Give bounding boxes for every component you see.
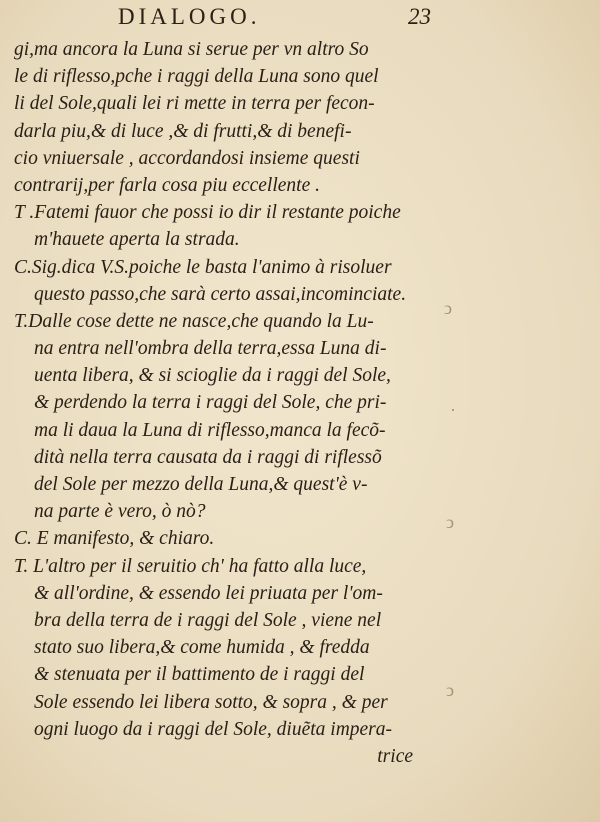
text-line: Sole essendo lei libera sotto, & sopra , & per: [34, 691, 388, 713]
text-line: bra della terra de i raggi del Sole , viene nel: [34, 609, 382, 631]
speaker-line: C. E manifesto, & chiaro.: [14, 528, 215, 550]
text-line: uenta libera, & si scioglie da i raggi del Sole,: [34, 365, 391, 387]
bleed-through-mark: ↄ: [446, 680, 454, 700]
text-line: na parte è vero, ò nò?: [34, 501, 206, 523]
speaker-line: T.Dalle cose dette ne nasce,che quando la Lu-: [14, 310, 374, 332]
text-line: na entra nell'ombra della terra,essa Luna di-: [34, 338, 387, 360]
bleed-through-mark: ↄ: [446, 512, 454, 532]
text-line: ma li daua la Luna di riflesso,manca la fecõ-: [34, 419, 386, 441]
text-line: dità nella terra causata da i raggi di riflessõ: [34, 446, 382, 468]
speaker-line: C.Sig.dica V.S.poiche le basta l'animo à risoluer: [14, 256, 392, 278]
text-line: le di riflesso,pche i raggi della Luna sono quel: [14, 66, 379, 88]
text-line: cio vniuersale , accordandosi insieme questi: [14, 147, 360, 169]
text-line: & stenuata per il battimento de i raggi del: [34, 664, 365, 686]
text-line: gi,ma ancora la Luna si serue per vn altro So: [14, 39, 369, 60]
running-head: [0, 4, 600, 34]
text-line: li del Sole,quali lei ri mette in terra per fecon-: [14, 93, 375, 115]
bleed-through-mark: ·: [450, 400, 456, 420]
text-line: trice: [377, 745, 413, 767]
text-line: & all'ordine, & essendo lei priuata per l'om-: [34, 582, 383, 604]
text-line: darla piu,& di luce ,& di frutti,& di benefi-: [14, 120, 352, 142]
text-line: questo passo,che sarà certo assai,incominciate.: [34, 283, 407, 305]
text-line: & perdendo la terra i raggi del Sole, che pri-: [34, 392, 387, 414]
speaker-line: T .Fatemi fauor che possi io dir il restante poiche: [14, 202, 401, 224]
bleed-through-mark: ↄ: [444, 298, 452, 318]
text-line: contrarij,per farla cosa piu eccellente .: [14, 174, 320, 196]
main-text: [14, 36, 439, 770]
text-line: ogni luogo da i raggi del Sole, diuẽta impera-: [34, 718, 393, 740]
page-number: 23: [408, 4, 431, 29]
text-line: del Sole per mezzo della Luna,& quest'è v-: [34, 474, 368, 495]
text-line: stato suo libera,& come humida , & fredda: [34, 637, 370, 659]
running-title: DIALOGO.: [118, 4, 261, 29]
speaker-line: T. L'altro per il seruitio ch' ha fatto alla luce,: [14, 555, 367, 577]
text-line: m'hauete aperta la strada.: [34, 229, 240, 251]
